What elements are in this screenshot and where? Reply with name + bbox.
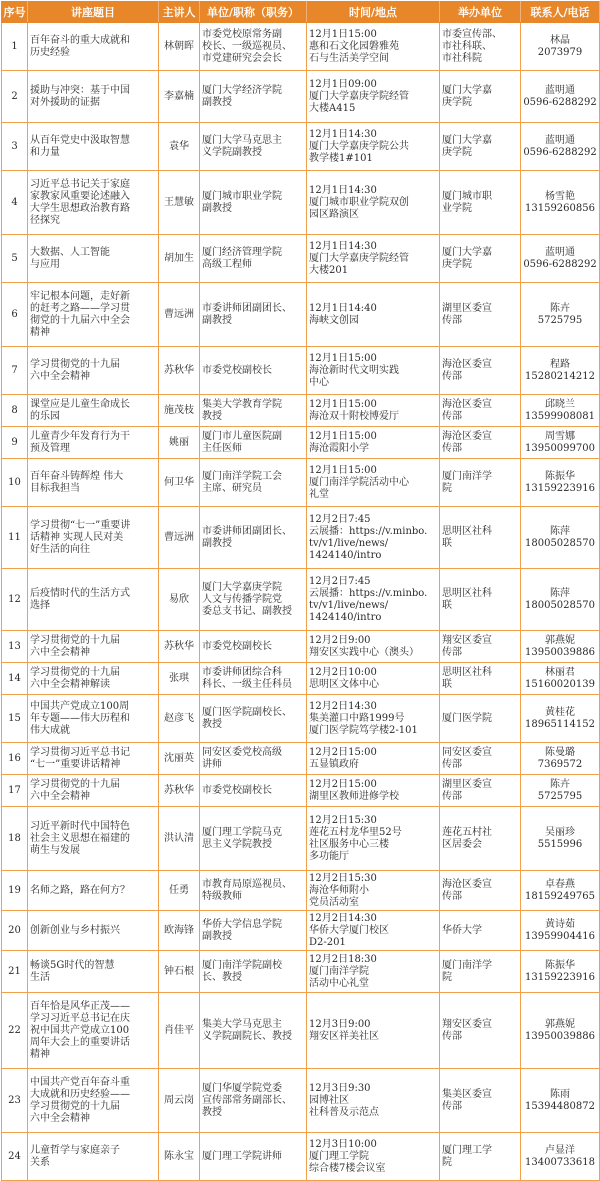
row-number: 12 xyxy=(2,569,28,631)
table-row xyxy=(2,695,600,743)
speaker-unit: 市委党校副校长 xyxy=(200,347,307,395)
host-organization: 海沧区委宣 传部 xyxy=(440,395,521,427)
contact-info: 蓝明通 0596-6288292 xyxy=(521,235,600,283)
speaker-unit: 市委党校副校长 xyxy=(200,775,307,807)
contact-info: 蓝明通 0596-6288292 xyxy=(521,123,600,171)
speaker-unit: 厦门理工学院讲师 xyxy=(200,1133,307,1181)
row-number: 16 xyxy=(2,743,28,775)
lecture-topic: 援助与冲突：基于中国 对外援助的证据 xyxy=(28,71,159,123)
lecture-topic: 学习贯彻党的十九届 六中全会精神 xyxy=(28,347,159,395)
speaker-unit: 市委讲师团副团长、 副教授 xyxy=(200,283,307,347)
speaker-name: 苏秋华 xyxy=(159,631,200,663)
table-row xyxy=(2,663,600,695)
host-organization: 华侨大学 xyxy=(440,911,521,951)
speaker-name: 陈永宝 xyxy=(159,1133,200,1181)
speaker-unit: 厦门大学嘉庚学院 人文与传播学院党 委总支书记、副教授 xyxy=(200,569,307,631)
host-organization: 海沧区委宣 传部 xyxy=(440,427,521,459)
contact-info: 郭燕妮 13950039886 xyxy=(521,631,600,663)
speaker-name: 张琪 xyxy=(159,663,200,695)
host-organization: 思明区社科 联 xyxy=(440,569,521,631)
contact-info: 卓春燕 18159249765 xyxy=(521,871,600,911)
host-organization: 厦门南洋学 院 xyxy=(440,951,521,993)
time-location: 12月1日14:30 厦门城市职业学院双创 园区路演区 xyxy=(307,171,440,235)
speaker-unit: 市委讲师团综合科 科长、一级主任科员 xyxy=(200,663,307,695)
header-contact: 联系人/电话 xyxy=(521,2,600,23)
contact-info: 林丽君 15160020139 xyxy=(521,663,600,695)
time-location: 12月2日15:00 湖里区教师进修学校 xyxy=(307,775,440,807)
speaker-unit: 厦门大学马克思主 义学院副教授 xyxy=(200,123,307,171)
row-number: 6 xyxy=(2,283,28,347)
time-location: 12月1日14:30 厦门大学嘉庚学院经管 大楼201 xyxy=(307,235,440,283)
speaker-name: 袁华 xyxy=(159,123,200,171)
lecture-topic: 后疫情时代的生活方式 选择 xyxy=(28,569,159,631)
speaker-unit: 厦门城市职业学院 副教授 xyxy=(200,171,307,235)
time-location: 12月2日9:00 翔安区实践中心（澳头） xyxy=(307,631,440,663)
row-number: 22 xyxy=(2,993,28,1069)
host-organization: 海沧区委宣 传部 xyxy=(440,347,521,395)
lecture-topic: 习近平新时代中国特色 社会主义思想在福建的 萌生与发展 xyxy=(28,807,159,871)
table-row xyxy=(2,951,600,993)
speaker-unit: 集美大学马克思主 义学院副院长、教授 xyxy=(200,993,307,1069)
table-row xyxy=(2,507,600,569)
lecture-topic: 从百年党史中汲取智慧 和力量 xyxy=(28,123,159,171)
host-organization: 海沧区委宣 传部 xyxy=(440,871,521,911)
speaker-name: 王慧敏 xyxy=(159,171,200,235)
time-location: 12月2日15:30 莲花五村龙华里52号 社区服务中心三楼 多功能厅 xyxy=(307,807,440,871)
contact-info: 周雪娜 13950099700 xyxy=(521,427,600,459)
speaker-unit: 厦门市儿童医院副 主任医师 xyxy=(200,427,307,459)
table-row xyxy=(2,807,600,871)
host-organization: 市委宣传部、 市社科联、 市社科院 xyxy=(440,23,521,71)
row-number: 7 xyxy=(2,347,28,395)
row-number: 4 xyxy=(2,171,28,235)
time-location: 12月2日14:30 集美灌口中路1999号 厦门医学院笃学楼2-101 xyxy=(307,695,440,743)
speaker-unit: 市委党校原常务副 校长、一级巡视员、 市党建研究会会长 xyxy=(200,23,307,71)
speaker-unit: 厦门医学院副校长、 教授 xyxy=(200,695,307,743)
time-location: 12月1日15:00 厦门南洋学院活动中心 礼堂 xyxy=(307,459,440,507)
time-location: 12月1日15:00 惠和石文化园磐雅苑 石与生活美学空间 xyxy=(307,23,440,71)
lecture-topic: 学习贯彻党的十九届 六中全会精神解读 xyxy=(28,663,159,695)
host-organization: 翔安区委宣 传部 xyxy=(440,631,521,663)
speaker-unit: 市委讲师团副团长、 副教授 xyxy=(200,507,307,569)
table-header-row xyxy=(2,2,600,23)
table-row xyxy=(2,235,600,283)
table-row xyxy=(2,911,600,951)
contact-info: 程路 15280214212 xyxy=(521,347,600,395)
speaker-name: 何卫华 xyxy=(159,459,200,507)
table-row xyxy=(2,347,600,395)
speaker-unit: 厦门南洋学院副校 长、教授 xyxy=(200,951,307,993)
row-number: 21 xyxy=(2,951,28,993)
speaker-name: 任勇 xyxy=(159,871,200,911)
time-location: 12月2日18:30 厦门南洋学院 活动中心礼堂 xyxy=(307,951,440,993)
time-location: 12月1日15:00 海沧双十附校博爱厅 xyxy=(307,395,440,427)
table-row xyxy=(2,569,600,631)
row-number: 13 xyxy=(2,631,28,663)
speaker-name: 肖佳平 xyxy=(159,993,200,1069)
host-organization: 厦门大学嘉 庚学院 xyxy=(440,71,521,123)
header-host: 举办单位 xyxy=(440,2,521,23)
header-unit: 单位/职称（职务） xyxy=(200,2,307,23)
lecture-topic: 大数据、人工智能 与应用 xyxy=(28,235,159,283)
table-row xyxy=(2,1069,600,1133)
time-location: 12月2日15:00 五显镇政府 xyxy=(307,743,440,775)
host-organization: 厦门大学嘉 庚学院 xyxy=(440,123,521,171)
lecture-topic: 学习贯彻党的十九届 六中全会精神 xyxy=(28,775,159,807)
row-number: 10 xyxy=(2,459,28,507)
row-number: 24 xyxy=(2,1133,28,1181)
table-row xyxy=(2,743,600,775)
lecture-schedule-table xyxy=(1,1,600,1181)
lecture-topic: 儿童哲学与家庭亲子 关系 xyxy=(28,1133,159,1181)
contact-info: 杨雪艳 13159260856 xyxy=(521,171,600,235)
time-location: 12月1日14:40 海峡文创园 xyxy=(307,283,440,347)
lecture-topic: 中国共产党成立100周 年专题——伟大历程和 伟大成就 xyxy=(28,695,159,743)
contact-info: 卢显洋 13400733618 xyxy=(521,1133,600,1181)
time-location: 12月3日10:00 厦门理工学院 综合楼7楼会议室 xyxy=(307,1133,440,1181)
host-organization: 厦门大学嘉 庚学院 xyxy=(440,235,521,283)
row-number: 20 xyxy=(2,911,28,951)
table-row xyxy=(2,23,600,71)
speaker-name: 林朝晖 xyxy=(159,23,200,71)
speaker-name: 曹远洲 xyxy=(159,507,200,569)
lecture-topic: 学习贯彻党的十九届 六中全会精神 xyxy=(28,631,159,663)
time-location: 12月2日7:45 云展播：https://v.minbo. tv/v1/live/news/ 1424140/intro xyxy=(307,507,440,569)
lecture-topic: 名师之路，路在何方？ xyxy=(28,871,159,911)
speaker-name: 欧海锋 xyxy=(159,911,200,951)
host-organization: 厦门南洋学 院 xyxy=(440,459,521,507)
lecture-topic: 百年奋斗的重大成就和 历史经验 xyxy=(28,23,159,71)
contact-info: 陈振华 13159223916 xyxy=(521,459,600,507)
speaker-unit: 厦门华厦学院党委 宣传部常务副部长、 教授 xyxy=(200,1069,307,1133)
host-organization: 湖里区委宣 传部 xyxy=(440,283,521,347)
row-number: 9 xyxy=(2,427,28,459)
lecture-topic: 创新创业与乡村振兴 xyxy=(28,911,159,951)
host-organization: 思明区社科 联 xyxy=(440,663,521,695)
table-row xyxy=(2,395,600,427)
speaker-name: 苏秋华 xyxy=(159,347,200,395)
lecture-topic: 儿童青少年发育行为干 预及管理 xyxy=(28,427,159,459)
contact-info: 蓝明通 0596-6288292 xyxy=(521,71,600,123)
lecture-topic: 学习贯彻习近平总书记 “七一”重要讲话精神 xyxy=(28,743,159,775)
lecture-topic: 习近平总书记关于家庭 家教家风重要论述融入 大学生思想政治教育路 径探究 xyxy=(28,171,159,235)
host-organization: 厦门城市职 业学院 xyxy=(440,171,521,235)
speaker-unit: 厦门理工学院马克 思主义学院教授 xyxy=(200,807,307,871)
contact-info: 黄诗茹 13959904416 xyxy=(521,911,600,951)
row-number: 14 xyxy=(2,663,28,695)
contact-info: 林晶 2073979 xyxy=(521,23,600,71)
contact-info: 陈卉 5725795 xyxy=(521,283,600,347)
header-topic: 讲座题目 xyxy=(28,2,159,23)
time-location: 12月2日10:00 思明区文体中心 xyxy=(307,663,440,695)
speaker-name: 苏秋华 xyxy=(159,775,200,807)
lecture-topic: 课堂应是儿童生命成长 的乐园 xyxy=(28,395,159,427)
speaker-name: 洪认清 xyxy=(159,807,200,871)
time-location: 12月3日9:30 园博社区 社科普及示范点 xyxy=(307,1069,440,1133)
time-location: 12月1日15:00 海沧新时代文明实践 中心 xyxy=(307,347,440,395)
contact-info: 陈萍 18005028570 xyxy=(521,569,600,631)
speaker-name: 周云岗 xyxy=(159,1069,200,1133)
row-number: 8 xyxy=(2,395,28,427)
host-organization: 莲花五村社 区居委会 xyxy=(440,807,521,871)
speaker-unit: 同安区委党校高级 讲师 xyxy=(200,743,307,775)
time-location: 12月3日9:00 翔安区祥美社区 xyxy=(307,993,440,1069)
speaker-name: 赵彦飞 xyxy=(159,695,200,743)
time-location: 12月1日09:00 厦门大学嘉庚学院经管 大楼A415 xyxy=(307,71,440,123)
speaker-name: 李嘉楠 xyxy=(159,71,200,123)
header-time: 时间/地点 xyxy=(307,2,440,23)
host-organization: 思明区社科 联 xyxy=(440,507,521,569)
host-organization: 湖里区委宣 传部 xyxy=(440,775,521,807)
header-no: 序号 xyxy=(2,2,28,23)
row-number: 11 xyxy=(2,507,28,569)
row-number: 2 xyxy=(2,71,28,123)
contact-info: 陈雨 15394480872 xyxy=(521,1069,600,1133)
table-row xyxy=(2,631,600,663)
speaker-name: 钟石根 xyxy=(159,951,200,993)
speaker-name: 胡加生 xyxy=(159,235,200,283)
host-organization: 集美区委宣 传部 xyxy=(440,1069,521,1133)
host-organization: 厦门医学院 xyxy=(440,695,521,743)
lecture-topic: 牢记根本问题，走好新 的赶考之路——学习贯 彻党的十九届六中全会 精神 xyxy=(28,283,159,347)
table-row xyxy=(2,171,600,235)
contact-info: 陈卉 5725795 xyxy=(521,775,600,807)
host-organization: 翔安区委宣 传部 xyxy=(440,993,521,1069)
lecture-topic: 畅谈5G时代的智慧 生活 xyxy=(28,951,159,993)
speaker-unit: 华侨大学信息学院 副教授 xyxy=(200,911,307,951)
table-row xyxy=(2,71,600,123)
table-row xyxy=(2,123,600,171)
speaker-unit: 厦门大学经济学院 副教授 xyxy=(200,71,307,123)
row-number: 15 xyxy=(2,695,28,743)
contact-info: 陈萍 18005028570 xyxy=(521,507,600,569)
contact-info: 陈曼璐 7369572 xyxy=(521,743,600,775)
lecture-topic: 学习贯彻“七一”重要讲 话精神 实现人民对美 好生活的向往 xyxy=(28,507,159,569)
time-location: 12月1日14:30 厦门大学嘉庚学院公共 教学楼1#101 xyxy=(307,123,440,171)
contact-info: 陈振华 13159223916 xyxy=(521,951,600,993)
contact-info: 邱晓兰 13599908081 xyxy=(521,395,600,427)
table-row xyxy=(2,1133,600,1181)
contact-info: 黄桂花 18965114152 xyxy=(521,695,600,743)
row-number: 23 xyxy=(2,1069,28,1133)
lecture-topic: 百年奋斗铸辉煌 伟大 目标我担当 xyxy=(28,459,159,507)
lecture-topic: 百年恰是风华正茂—— 学习习近平总书记在庆 祝中国共产党成立100 周年大会上的重要讲话 精神 xyxy=(28,993,159,1069)
speaker-unit: 厦门经济管理学院 高级工程师 xyxy=(200,235,307,283)
row-number: 19 xyxy=(2,871,28,911)
speaker-name: 易欣 xyxy=(159,569,200,631)
row-number: 3 xyxy=(2,123,28,171)
speaker-name: 沈丽英 xyxy=(159,743,200,775)
contact-info: 郭燕妮 13950039886 xyxy=(521,993,600,1069)
table-row xyxy=(2,775,600,807)
time-location: 12月1日15:00 海沧霞阳小学 xyxy=(307,427,440,459)
table-row xyxy=(2,993,600,1069)
speaker-unit: 集美大学教育学院 教授 xyxy=(200,395,307,427)
row-number: 17 xyxy=(2,775,28,807)
time-location: 12月2日7:45 云展播：https://v.minbo. tv/v1/live/news/ 1424140/intro xyxy=(307,569,440,631)
time-location: 12月2日15:30 海沧华师附小 党员活动室 xyxy=(307,871,440,911)
speaker-name: 曹远洲 xyxy=(159,283,200,347)
speaker-name: 施茂枝 xyxy=(159,395,200,427)
time-location: 12月2日14:30 华侨大学厦门校区 D2-201 xyxy=(307,911,440,951)
speaker-unit: 市教育局原巡视员、 特级教师 xyxy=(200,871,307,911)
table-row xyxy=(2,871,600,911)
header-speaker: 主讲人 xyxy=(159,2,200,23)
speaker-unit: 厦门南洋学院工会 主席、研究员 xyxy=(200,459,307,507)
row-number: 5 xyxy=(2,235,28,283)
table-row xyxy=(2,283,600,347)
speaker-unit: 市委党校副校长 xyxy=(200,631,307,663)
table-row xyxy=(2,427,600,459)
row-number: 1 xyxy=(2,23,28,71)
contact-info: 吴丽珍 5515996 xyxy=(521,807,600,871)
row-number: 18 xyxy=(2,807,28,871)
host-organization: 同安区委宣 传部 xyxy=(440,743,521,775)
speaker-name: 姚丽 xyxy=(159,427,200,459)
table-row xyxy=(2,459,600,507)
host-organization: 厦门理工学 院 xyxy=(440,1133,521,1181)
lecture-topic: 中国共产党百年奋斗重 大成就和历史经验—— 学习贯彻党的十九届 六中全会精神 xyxy=(28,1069,159,1133)
